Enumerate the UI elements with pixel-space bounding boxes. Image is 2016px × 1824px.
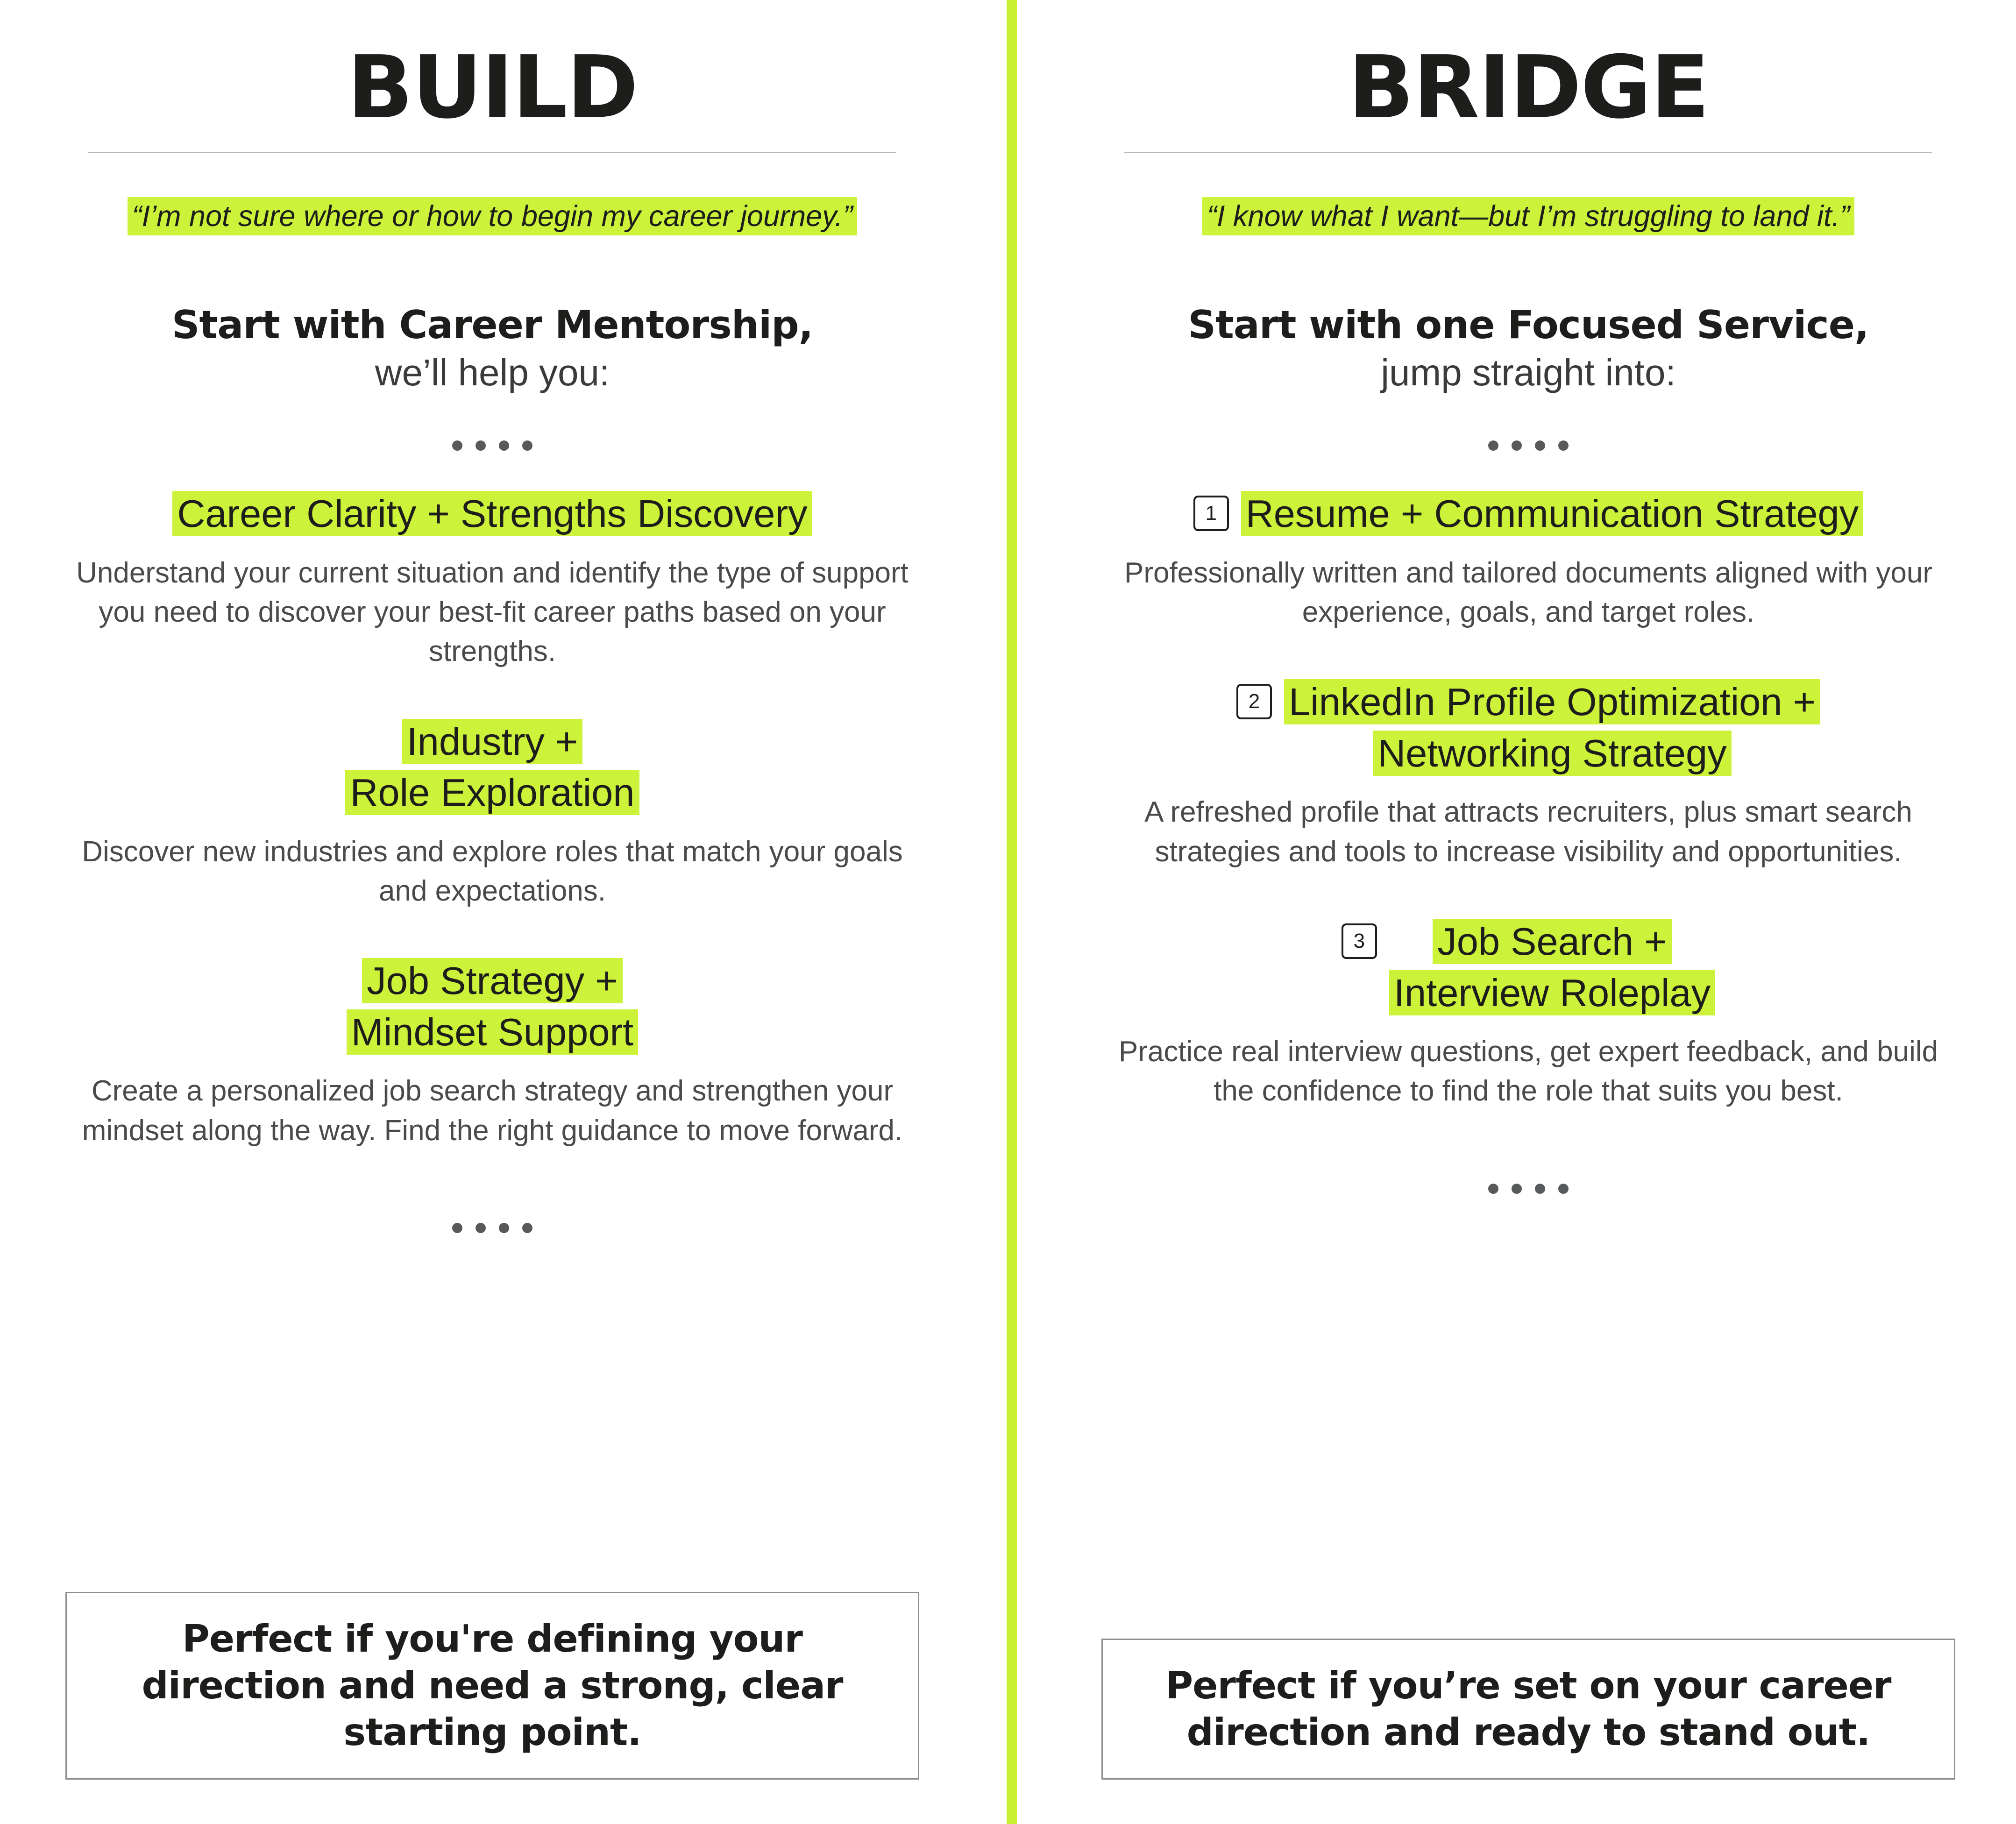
column-title-build: BUILD [347,37,638,138]
dot [1512,440,1522,451]
item-title-line: Interview Roleplay [1389,970,1715,1015]
item-title [347,955,638,1057]
list-item [1101,676,1955,872]
item-description: A refreshed profile that attracts recruiters, plus smart search strategies and tools to increase visibility and opportunities. [1144,796,1912,868]
item-title [172,488,812,539]
list-item [1101,488,1955,632]
item-heading [1101,916,1955,1018]
step-number-badge: 2 [1236,684,1272,719]
item-description: Discover new industries and explore roles that match your goals and expectations. [82,835,903,907]
dot [1558,440,1569,451]
list-item [65,955,919,1150]
dot-separator-bottom [1488,1184,1569,1194]
list-item [65,488,919,671]
item-description: Understand your current situation and identify the type of support you need to discover your best-fit career paths based on your strengths. [76,556,909,668]
item-title-line: Networking Strategy [1373,731,1731,776]
item-title [345,716,639,818]
dot [522,440,532,451]
list-item [65,716,919,911]
dot [499,440,509,451]
dot [1558,1184,1569,1194]
lead-strong: Start with one Focused Service, [1188,302,1869,348]
list-item [1101,916,1955,1111]
lead-light: we’ll help you: [375,352,610,394]
lead-build [172,301,813,396]
footer-callout-build [65,1592,919,1780]
column-bridge [1008,0,2016,1824]
item-heading [65,488,919,539]
dot [1488,1184,1498,1194]
lead-light: jump straight into: [1381,352,1676,394]
quote-text: “I know what I want—but I’m struggling to land it.” [1202,197,1854,235]
dot [522,1223,532,1233]
footer-text: Perfect if you’re set on your career direction and ready to stand out. [1165,1664,1891,1754]
item-description: Practice real interview questions, get expert feedback, and build the confidence to find the role that suits you best. [1118,1036,1938,1107]
dot-separator-top [452,440,532,451]
item-title-line: Resume + Communication Strategy [1241,491,1863,536]
title-rule [1124,152,1932,153]
item-title-line: Industry + [402,719,583,764]
item-title-line: Mindset Support [347,1009,638,1055]
dot [1535,1184,1545,1194]
item-description: Create a personalized job search strategy and strengthen your mindset along the way. Find the right guidance to move forward. [82,1075,903,1147]
quote-build [128,195,858,238]
item-title-line: Job Search + [1433,919,1671,964]
item-title-line: LinkedIn Profile Optimization + [1284,679,1820,724]
dot-separator-bottom [452,1223,532,1233]
footer-callout-bridge [1101,1639,1955,1780]
item-title-line: Career Clarity + Strengths Discovery [172,491,812,536]
step-number-badge: 3 [1342,923,1377,959]
dot [1488,440,1498,451]
dot [452,1223,462,1233]
dot [1535,440,1545,451]
dot-separator-top [1488,440,1569,451]
step-number-badge: 1 [1193,496,1229,531]
lead-bridge [1188,301,1868,396]
item-title-line: Role Exploration [345,770,639,815]
item-title [1284,676,1820,779]
dot [476,440,486,451]
footer-text: Perfect if you're defining your direction and need a strong, clear starting point. [142,1617,843,1754]
item-description: Professionally written and tailored documents aligned with your experience, goals, and target roles. [1124,556,1933,628]
dot [452,440,462,451]
item-heading [1101,676,1955,779]
dot [476,1223,486,1233]
column-title-bridge: BRIDGE [1348,37,1709,138]
item-title-line: Job Strategy + [362,958,623,1003]
quote-bridge [1202,195,1854,238]
dot [499,1223,509,1233]
item-title [1389,916,1715,1018]
quote-text: “I’m not sure where or how to begin my career journey.” [128,197,858,235]
item-heading [65,955,919,1057]
dot [1512,1184,1522,1194]
item-title [1241,488,1863,539]
lead-strong: Start with Career Mentorship, [171,302,813,348]
vertical-divider [1007,0,1017,1824]
title-rule [88,152,896,153]
item-heading [65,716,919,818]
item-heading [1101,488,1955,539]
